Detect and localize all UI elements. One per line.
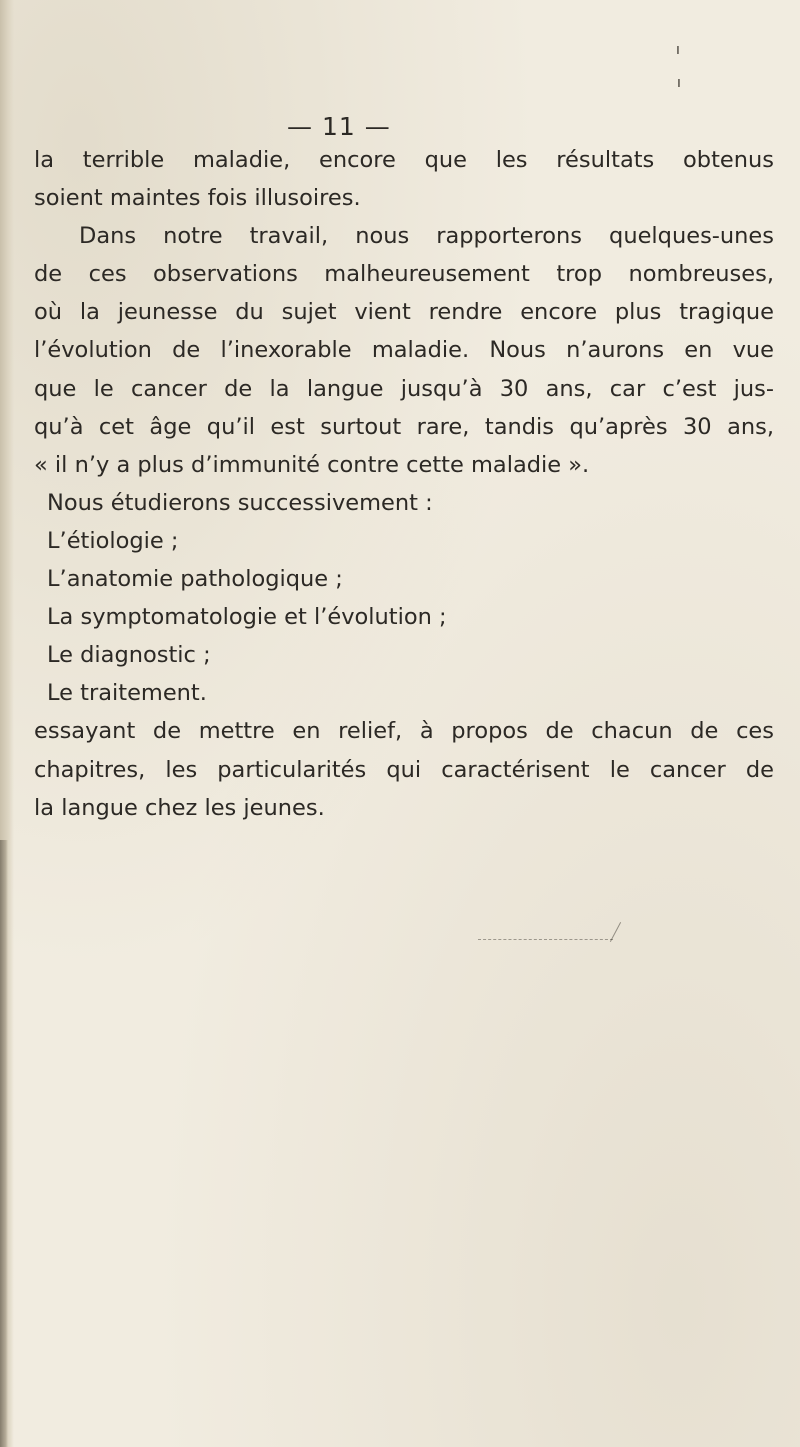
text-line: soient maintes fois illusoires.	[34, 185, 361, 212]
list-item: Le traitement.	[47, 680, 207, 707]
text-line: Nous étudierons successivement :	[47, 489, 433, 516]
text-line: qu’à cet âge qu’il est surtout rare, tandis qu’après 30 ans,	[34, 413, 774, 440]
text-line: que le cancer de la langue jusqu’à 30 ans, car c’est jus-	[34, 375, 774, 402]
binding-shadow	[0, 840, 8, 1447]
ink-speck-mark: ı	[677, 75, 681, 91]
list-item: Le diagnostic ;	[47, 642, 211, 669]
text-line: Dans notre travail, nous rapporterons quelques-unes	[79, 223, 774, 250]
text-line: l’évolution de l’inexorable maladie. Nous n’aurons en vue	[34, 337, 774, 364]
faint-show-through-mark	[610, 922, 621, 942]
list-item: La symptomatologie et l’évolution ;	[47, 604, 447, 631]
page-number: — 11 —	[287, 112, 391, 141]
text-line: la langue chez les jeunes.	[34, 794, 325, 821]
text-line: essayant de mettre en relief, à propos de chacun de ces	[34, 718, 774, 745]
body-text	[34, 141, 774, 827]
faint-show-through-rule	[478, 939, 613, 940]
ink-speck-mark: ı	[676, 42, 680, 58]
text-line: la terrible maladie, encore que les résultats obtenus	[34, 147, 774, 173]
text-line: où la jeunesse du sujet vient rendre encore plus tragique	[34, 299, 774, 326]
text-line: chapitres, les particularités qui caractérisent le cancer de	[34, 756, 774, 783]
list-item: L’anatomie pathologique ;	[47, 566, 343, 593]
text-line: de ces observations malheureusement trop nombreuses,	[34, 261, 774, 288]
text-line: « il n’y a plus d’immunité contre cette maladie ».	[34, 451, 590, 478]
list-item: L’étiologie ;	[47, 527, 179, 554]
